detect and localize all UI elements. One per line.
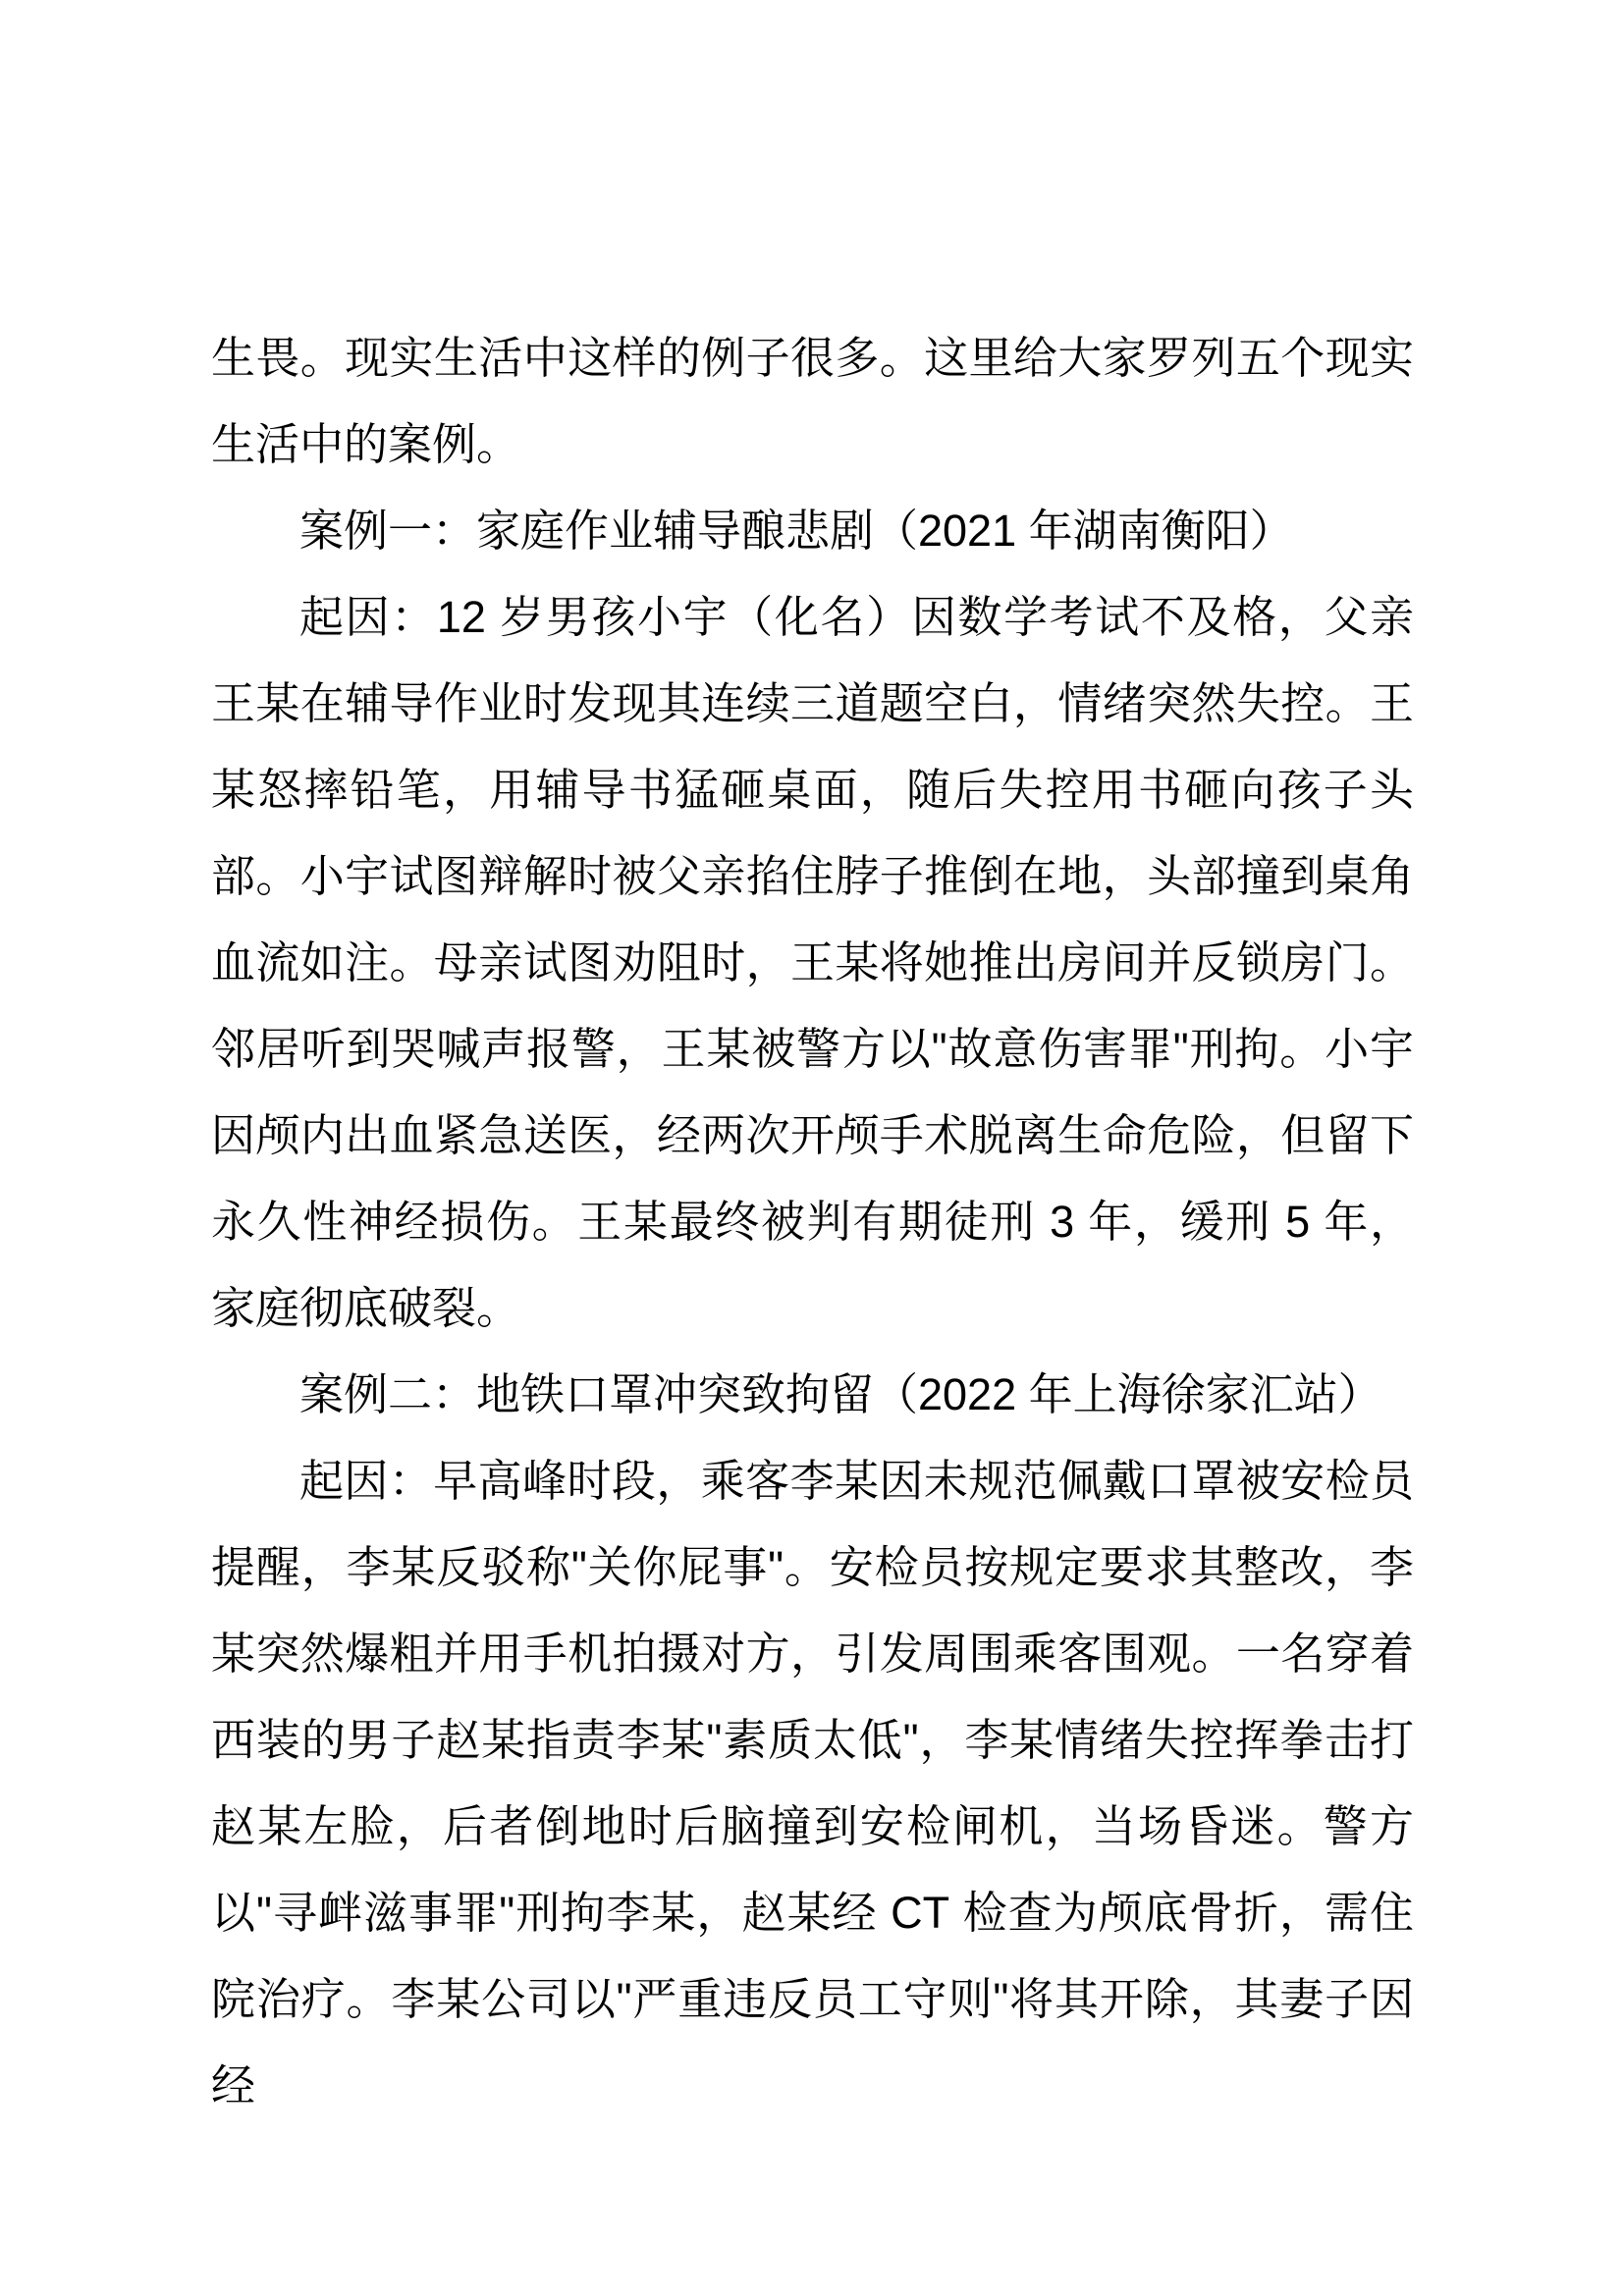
case2-heading: 案例二：地铁口罩冲突致拘留（2022 年上海徐家汇站） (299, 1369, 1382, 1419)
document-text-block (211, 315, 1414, 2129)
case1-heading: 案例一：家庭作业辅导酿悲剧（2021 年湖南衡阳） (299, 506, 1294, 556)
case2-body: 起因：早高峰时段，乘客李某因未规范佩戴口罩被安检员提醒，李某反驳称"关你屁事"。安检员按规定要求其整改，李某突然爆粗并用手机拍摄对方，引发周围乘客围观。一名穿着西装的男子赵某指责李某"素质太低"，李某情绪失控挥拳击打赵某左脸，后者倒地时后脑撞到安检闸机，当场昏迷。警方以"寻衅滋事罪"刑拘李某，赵某经 CT 检查为颅底骨折，需住院治疗。李某公司以"严重违反员工守则"将其开除，其妻子因经 (211, 1456, 1414, 2110)
case1-body: 起因：12 岁男孩小宇（化名）因数学考试不及格，父亲王某在辅导作业时发现其连续三道题空白，情绪突然失控。王某怒摔铅笔，用辅导书猛砸桌面，随后失控用书砸向孩子头部。小宇试图辩解时被父亲掐住脖子推倒在地，头部撞到桌角血流如注。母亲试图劝阻时，王某将她推出房间并反锁房门。邻居听到哭喊声报警，王某被警方以"故意伤害罪"刑拘。小宇因颅内出血紧急送医，经两次开颅手术脱离生命危险，但留下永久性神经损伤。王某最终被判有期徒刑 3 年，缓刑 5 年，家庭彻底破裂。 (211, 592, 1414, 1333)
paragraph-continuation: 生畏。现实生活中这样的例子很多。这里给大家罗列五个现实生活中的案例。 (211, 333, 1414, 469)
